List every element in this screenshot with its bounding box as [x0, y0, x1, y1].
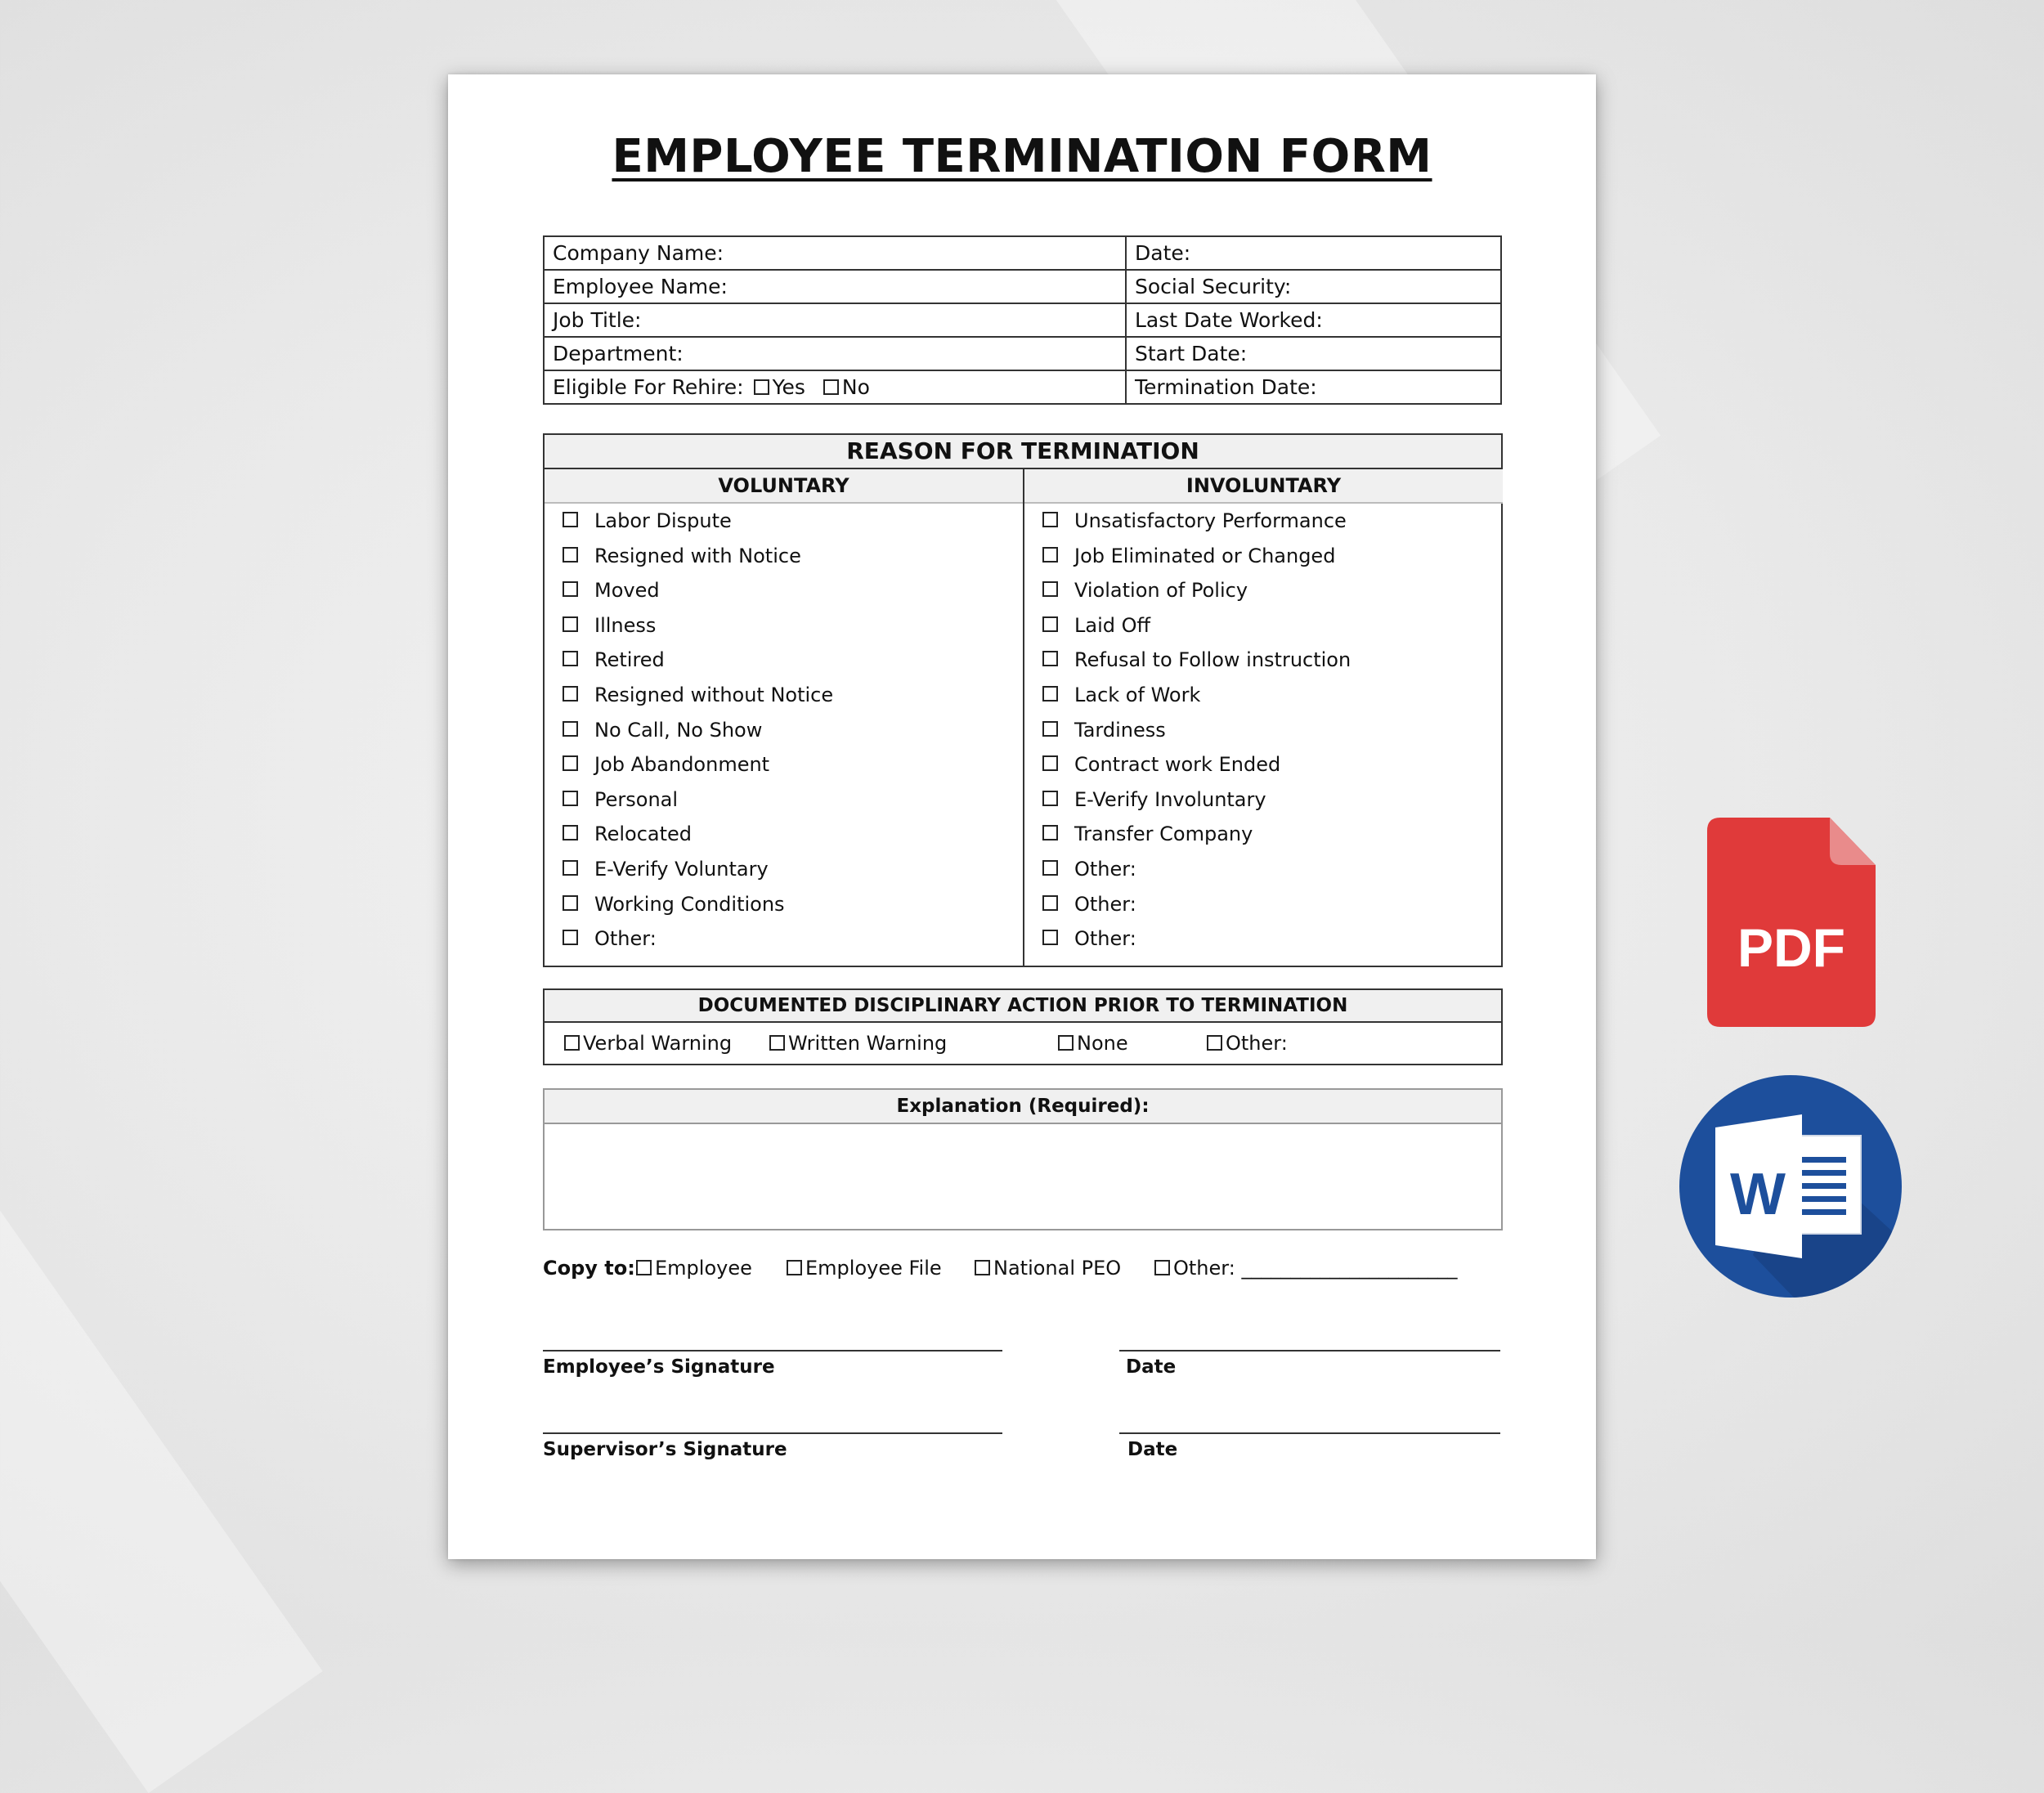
disciplinary-option[interactable] [769, 1023, 947, 1064]
option-label: E-Verify Voluntary [594, 857, 769, 881]
explanation-heading: Explanation (Required): [545, 1090, 1501, 1124]
employee-date-label: Date [1126, 1356, 1177, 1378]
checkbox[interactable] [1042, 512, 1058, 527]
involuntary-option[interactable] [1024, 608, 1503, 643]
option-label: Refusal to Follow instruction [1074, 648, 1351, 672]
reason-section [543, 433, 1503, 967]
option-label: Tardiness [1074, 718, 1166, 742]
checkbox[interactable] [563, 512, 578, 527]
option-label: Other: [1074, 892, 1136, 916]
involuntary-option[interactable] [1024, 539, 1503, 574]
copy-to-option[interactable] [636, 1252, 752, 1284]
checkbox[interactable] [787, 1260, 802, 1275]
involuntary-option[interactable] [1024, 887, 1503, 922]
pdf-file-icon [1707, 818, 1876, 1027]
option-label: Unsatisfactory Performance [1074, 509, 1347, 532]
start-date-field[interactable]: Start Date: [1126, 337, 1501, 370]
eligible-rehire-label: Eligible For Rehire: [553, 375, 744, 399]
option-label: Personal [594, 787, 679, 811]
disciplinary-option[interactable] [564, 1023, 732, 1064]
checkbox[interactable] [563, 686, 578, 702]
background-streak [0, 1069, 323, 1793]
date-field[interactable]: Date: [1126, 236, 1501, 270]
voluntary-option[interactable] [545, 678, 1023, 713]
rehire-no-label: No [841, 375, 870, 399]
eligible-rehire-field [544, 370, 1126, 404]
disciplinary-section [543, 988, 1503, 1065]
checkbox[interactable] [563, 930, 578, 945]
option-label: National PEO [993, 1257, 1122, 1280]
supervisor-signature-line[interactable] [543, 1432, 1002, 1434]
option-label: Other: ______________________ [1173, 1257, 1458, 1280]
option-label: Contract work Ended [1074, 753, 1281, 777]
option-label: Laid Off [1074, 613, 1151, 637]
option-label: Other: [1074, 857, 1136, 881]
option-label: Other: [594, 927, 657, 951]
copy-to-label: Copy to: [543, 1257, 635, 1280]
checkbox[interactable] [1042, 651, 1058, 666]
checkbox[interactable] [563, 791, 578, 806]
checkbox[interactable] [563, 547, 578, 563]
option-label: Other: [1074, 927, 1136, 951]
voluntary-option[interactable] [545, 921, 1023, 957]
option-label: Job Eliminated or Changed [1074, 544, 1336, 567]
checkbox[interactable] [975, 1260, 990, 1275]
copy-to-option[interactable] [787, 1252, 942, 1284]
copy-to-row [543, 1252, 1504, 1284]
checkbox[interactable] [564, 1035, 580, 1051]
involuntary-option[interactable] [1024, 504, 1503, 539]
social-security-field[interactable]: Social Security: [1126, 270, 1501, 303]
involuntary-option[interactable] [1024, 678, 1503, 713]
involuntary-column [1023, 469, 1503, 966]
voluntary-heading: VOLUNTARY [545, 469, 1023, 504]
checkbox[interactable] [1042, 616, 1058, 632]
involuntary-option[interactable] [1024, 921, 1503, 957]
checkbox[interactable] [1042, 686, 1058, 702]
involuntary-option[interactable] [1024, 713, 1503, 748]
option-label: Illness [594, 613, 657, 637]
involuntary-option[interactable] [1024, 852, 1503, 887]
checkbox[interactable] [1042, 547, 1058, 563]
checkbox[interactable] [1042, 930, 1058, 945]
checkbox[interactable] [563, 755, 578, 771]
department-field[interactable]: Department: [544, 337, 1126, 370]
option-label: Employee [655, 1257, 752, 1280]
form-page [448, 74, 1596, 1559]
checkbox[interactable] [636, 1260, 652, 1275]
option-label: Resigned with Notice [594, 544, 801, 567]
voluntary-option[interactable] [545, 713, 1023, 748]
page-title: EMPLOYEE TERMINATION FORM [612, 130, 1432, 183]
option-label: Employee File [805, 1257, 942, 1280]
explanation-section [543, 1088, 1503, 1230]
last-date-worked-field[interactable]: Last Date Worked: [1126, 303, 1501, 337]
checkbox[interactable] [563, 616, 578, 632]
voluntary-column [545, 469, 1023, 966]
involuntary-option[interactable] [1024, 817, 1503, 852]
involuntary-option[interactable] [1024, 782, 1503, 818]
checkbox[interactable] [563, 825, 578, 840]
employee-name-field[interactable]: Employee Name: [544, 270, 1126, 303]
option-label: Written Warning [788, 1032, 948, 1055]
involuntary-heading: INVOLUNTARY [1024, 469, 1503, 504]
voluntary-option[interactable] [545, 608, 1023, 643]
option-label: Retired [594, 648, 665, 672]
option-label: Moved [594, 579, 660, 603]
option-label: E-Verify Involuntary [1074, 787, 1266, 811]
option-label: Relocated [594, 823, 693, 846]
checkbox[interactable] [769, 1035, 785, 1051]
option-label: Verbal Warning [583, 1032, 733, 1055]
termination-date-field[interactable]: Termination Date: [1126, 370, 1501, 404]
disciplinary-option[interactable] [1207, 1023, 1288, 1064]
option-label: Lack of Work [1074, 683, 1201, 706]
word-file-icon [1679, 1075, 1902, 1298]
checkbox[interactable] [563, 581, 578, 597]
checkbox[interactable] [1154, 1260, 1170, 1275]
disciplinary-heading: DOCUMENTED DISCIPLINARY ACTION PRIOR TO TERMINATION [545, 990, 1501, 1023]
voluntary-option[interactable] [545, 573, 1023, 608]
checkbox[interactable] [563, 860, 578, 876]
checkbox[interactable] [1058, 1035, 1074, 1051]
employee-date-line[interactable] [1119, 1350, 1500, 1351]
checkbox[interactable] [1042, 860, 1058, 876]
checkbox[interactable] [1042, 825, 1058, 840]
option-label: Job Abandonment [594, 753, 770, 777]
involuntary-option[interactable] [1024, 573, 1503, 608]
word-label: W [1730, 1162, 1786, 1227]
option-label: Other: [1226, 1032, 1288, 1055]
option-label: Working Conditions [594, 892, 785, 916]
option-label: No Call, No Show [594, 718, 763, 742]
option-label: Violation of Policy [1074, 579, 1248, 603]
voluntary-option[interactable] [545, 887, 1023, 922]
checkbox[interactable] [563, 895, 578, 911]
voluntary-option[interactable] [545, 539, 1023, 574]
employee-info-table [543, 235, 1502, 405]
supervisor-date-label: Date [1127, 1439, 1178, 1460]
voluntary-option[interactable] [545, 782, 1023, 818]
checkbox[interactable] [1042, 755, 1058, 771]
voluntary-option[interactable] [545, 852, 1023, 887]
pdf-label: PDF [1737, 917, 1845, 978]
checkbox[interactable] [1042, 895, 1058, 911]
voluntary-option[interactable] [545, 747, 1023, 782]
company-name-field[interactable]: Company Name: [544, 236, 1126, 270]
rehire-no-checkbox[interactable] [823, 379, 839, 395]
checkbox[interactable] [1207, 1035, 1222, 1051]
option-label: Transfer Company [1074, 823, 1253, 846]
employee-signature-line[interactable] [543, 1350, 1002, 1351]
rehire-yes-label: Yes [772, 375, 805, 399]
checkbox[interactable] [563, 721, 578, 737]
disciplinary-option[interactable] [1058, 1023, 1128, 1064]
involuntary-option[interactable] [1024, 747, 1503, 782]
voluntary-option[interactable] [545, 504, 1023, 539]
rehire-yes-checkbox[interactable] [754, 379, 769, 395]
option-label: None [1077, 1032, 1128, 1055]
copy-to-option[interactable] [975, 1252, 1121, 1284]
supervisor-signature-label: Supervisor’s Signature [543, 1439, 787, 1460]
checkbox[interactable] [563, 651, 578, 666]
option-label: Labor Dispute [594, 509, 732, 532]
checkbox[interactable] [1042, 721, 1058, 737]
checkbox[interactable] [1042, 791, 1058, 806]
supervisor-date-line[interactable] [1119, 1432, 1500, 1434]
explanation-textarea[interactable] [545, 1124, 1501, 1227]
employee-signature-label: Employee’s Signature [543, 1356, 775, 1378]
involuntary-option[interactable] [1024, 643, 1503, 678]
checkbox[interactable] [1042, 581, 1058, 597]
copy-to-option[interactable] [1154, 1252, 1457, 1284]
voluntary-option[interactable] [545, 817, 1023, 852]
voluntary-option[interactable] [545, 643, 1023, 678]
option-label: Resigned without Notice [594, 683, 834, 706]
reason-heading: REASON FOR TERMINATION [545, 435, 1501, 469]
job-title-field[interactable]: Job Title: [544, 303, 1126, 337]
